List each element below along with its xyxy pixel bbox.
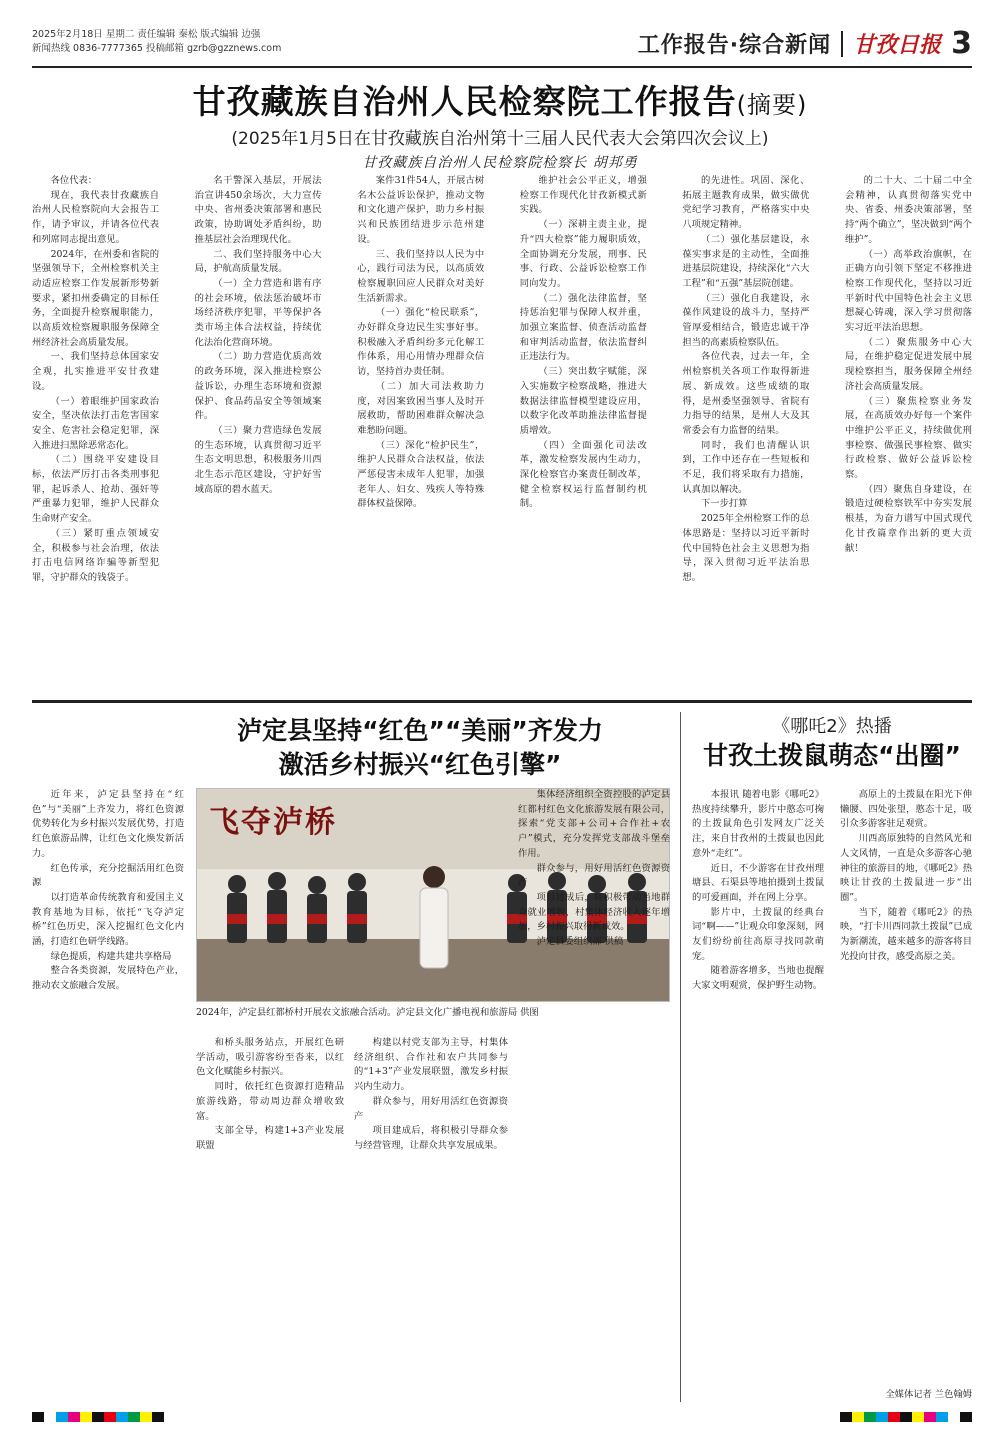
color-swatch: [92, 1412, 104, 1422]
report-paragraph: 二、我们坚持服务中心大局，护航高质量发展。: [194, 248, 322, 275]
color-swatch: [876, 1412, 888, 1422]
luding-article-title: [150, 714, 690, 782]
color-swatch: [140, 1412, 152, 1422]
color-swatch: [960, 1412, 972, 1422]
photo-caption: 2024年，泸定县红都桥村开展农文旅融合活动。泸定县文化广播电视和旅游局 供图: [196, 1007, 539, 1018]
report-title-text: 甘孜藏族自治州人民检察院工作报告: [192, 82, 737, 121]
article-paragraph: 近年来，泸定县坚持在“红色”与“美丽”上齐发力，将红色资源优势转化为乡村振兴发展优势，打造红色旅游品牌，让红色文化焕发新活力。: [32, 789, 184, 859]
report-title-suffix: (摘要): [736, 91, 808, 119]
report-body: [32, 174, 972, 694]
color-swatch: [44, 1412, 56, 1422]
report-paragraph: 维护社会公平正义，增强检察工作现代化甘孜新模式新实践。: [519, 175, 647, 216]
luding-column-2: [196, 1036, 344, 1400]
report-paragraph: （三）深化“检护民生”，维护人民群众合法权益，依法严惩侵害未成年人犯罪，加强老年人、妇女、残疾人等特殊群体权益保障。: [357, 439, 485, 510]
color-swatch: [900, 1412, 912, 1422]
nezha-kicker: 《哪吒2》热播: [772, 716, 892, 737]
article-paragraph: 高原上的土拨鼠在阳光下伸懒腰、四处张望，憨态十足，吸引众多游客驻足观赏。: [840, 789, 972, 830]
article-paragraph: 集体经济组织全资控股的泸定县红都村红色文化旅游发展有限公司，探索“党支部+公司+合作社+农户”模式，充分发挥党支部战斗堡垒作用。: [518, 789, 670, 859]
report-paragraph: （四）聚焦自身建设，在锻造过硬检察铁军中夯实发展根基，为奋力谱写中国式现代化甘孜篇章作出新的更大贡献！: [844, 483, 972, 554]
report-paragraph: 的先进性。巩固、深化、拓展主题教育成果，做实做优党纪学习教育，严格落实中央八项规定精神。: [682, 175, 810, 231]
report-column: [32, 174, 159, 694]
article-paragraph: 支部全导，构建1+3产业发展联盟: [196, 1125, 344, 1151]
section-title: 工作报告·综合新闻: [637, 33, 832, 58]
report-column: [195, 174, 322, 694]
article-paragraph: 整合各类资源，发展特色产业，推动农文旅融合发展。: [32, 965, 184, 992]
report-paragraph: 各位代表，过去一年，全州检察机关各项工作取得新进展、新成效。这些成绩的取得，是州委坚强领导、省院有力指导的结果，是州人大及其常委会有力监督的结果。: [682, 351, 810, 436]
report-paragraph: （一）高举政治旗帜，在正确方向引领下坚定不移推进检察工作现代化，坚持以习近平新时代中国特色社会主义思想凝心铸魂，深入学习贯彻落实习近平法治思想。: [844, 248, 972, 334]
luding-column-4: [518, 788, 670, 1400]
luding-column-3: [354, 1036, 508, 1400]
report-paragraph: （二）强化法律监督，坚持惩治犯罪与保障人权并重，加强立案监督、侦查活动监督和审判活动监督，依法监督纠正违法行为。: [519, 292, 647, 363]
report-column: [357, 174, 484, 694]
report-paragraph: （三）突出数字赋能，深入实施数字检察战略，推进大数据法律监督模型建设应用，以数字化改革助推法律监督提质增效。: [519, 366, 647, 436]
color-swatch: [948, 1412, 960, 1422]
report-paragraph: （一）全力营造和谐有序的社会环境，依法惩治破坏市场经济秩序犯罪，平等保护各类市场主体合法权益，持续优化法治化营商环境。: [194, 277, 322, 348]
report-paragraph: （二）围绕平安建设目标，依法严厉打击各类刑事犯罪，起诉杀人、抢劫、强奸等严重暴力犯罪，维护人民群众生命财产安全。: [32, 454, 159, 525]
masthead: [32, 24, 972, 68]
article-paragraph: 项目建成后，将积极引导群众参与经营管理，让群众共享发展成果。: [354, 1125, 508, 1151]
report-paragraph: （一）深耕主责主业，提升“四大检察”能力履职质效，全面协调充分发展，刑事、民事、行政、公益诉讼检察工作同向发力。: [519, 219, 647, 289]
report-paragraph: （一）着眼维护国家政治安全，坚决依法打击危害国家安全、危害社会稳定犯罪，深入推进扫黑除恶常态化。: [32, 395, 159, 451]
article-paragraph: 川西高原独特的自然风光和人文风情，一直是众多游客心驰神往的旅游目的地，《哪吒2》热映让甘孜的土拨鼠进一步“出圈”。: [840, 833, 972, 903]
article-paragraph: 群众参与，用好用活红色资源资产: [518, 862, 670, 889]
article-paragraph: 项目建成后，将积极带动当地群众就业增收，村集体经济收入逐年增加，乡村振兴取得新成效。: [518, 891, 670, 933]
color-bar-left: [32, 1412, 176, 1422]
report-paragraph: 2025年全州检察工作的总体思路是：坚持以习近平新时代中国特色社会主义思想为指导，深入贯彻习近平法治思想。: [682, 513, 810, 583]
report-paragraph: 的二十大、二十届二中全会精神，认真贯彻落实党中央、省委、州委决策部署，坚持“两个确立”，坚决做到“两个维护”。: [844, 175, 972, 245]
report-paragraph: 同时，我们也清醒认识到，工作中还存在一些短板和不足，我们将采取有力措施，认真加以解决。: [682, 439, 810, 495]
nezha-author: 全媒体记者 兰色翰姆: [885, 1389, 972, 1400]
color-swatch: [32, 1412, 44, 1422]
masthead-contact-line: 新闻热线 0836-7777365 投稿邮箱 gzrb@gzznews.com: [32, 43, 282, 54]
report-paragraph: 现在，我代表甘孜藏族自治州人民检察院向大会报告工作，请予审议，并请各位代表和列席同志提出意见。: [32, 189, 159, 245]
color-swatch: [116, 1412, 128, 1422]
newspaper-logo: 甘孜日报: [853, 32, 942, 58]
color-swatch: [924, 1412, 936, 1422]
luding-title-line2: 激活乡村振兴“红色引擎”: [278, 750, 562, 779]
report-column: [520, 174, 647, 694]
masthead-brand: [638, 26, 972, 61]
report-subtitle: (2025年1月5日在甘孜藏族自治州第十三届人民代表大会第四次会议上): [231, 129, 769, 149]
report-title: [0, 76, 1000, 123]
report-paragraph: （四）全面强化司法改革，激发检察发展内生动力，深化检察官办案责任制改革，健全检察权运行监督制约机制。: [519, 439, 647, 510]
article-paragraph: 同时，依托红色资源打造精品旅游线路，带动周边群众增收致富。: [196, 1081, 344, 1122]
luding-column-1: [32, 788, 184, 1400]
masthead-date-line: 2025年2月18日 星期二 责任编辑 秦松 版式编辑 边强: [32, 29, 261, 40]
article-paragraph: 构建以村党支部为主导，村集体经济组织、合作社和农户共同参与的“1+3”产业发展联盟，激发乡村振兴内生动力。: [354, 1037, 508, 1093]
masthead-rule: [32, 66, 972, 68]
article-paragraph: 泸定县委组织部 供稿: [536, 936, 624, 948]
color-swatch: [164, 1412, 176, 1422]
column-rule: [680, 712, 681, 1402]
article-paragraph: 随着游客增多，当地也提醒大家文明观赏，保护野生动物。: [692, 965, 824, 992]
nezha-article-title: 甘孜土拨鼠萌态“出圈”: [703, 741, 961, 770]
report-paragraph: （三）强化自我建设，永葆作风建设的战斗力，坚持严管厚爱相结合，锻造忠诚干净担当的高素质检察队伍。: [682, 292, 810, 348]
article-paragraph: 绿色提质，构建共建共享格局: [50, 950, 172, 962]
color-swatch: [68, 1412, 80, 1422]
report-paragraph: （二）助力营造优质高效的政务环境，深入推进检察公益诉讼，办理生态环境和资源保护、食品药品安全等领域案件。: [194, 351, 322, 422]
color-swatch: [912, 1412, 924, 1422]
article-paragraph: 近日，不少游客在甘孜州理塘县、石渠县等地拍摄到土拨鼠的可爱画面，并在网上分享。: [692, 862, 824, 903]
luding-title-line1: 泸定县坚持“红色”“美丽”齐发力: [237, 716, 603, 745]
article-paragraph: 和桥头服务站点，开展红色研学活动，吸引游客纷至沓来，以红色文化赋能乡村振兴。: [196, 1037, 344, 1078]
report-paragraph: 三、我们坚持以人民为中心，践行司法为民，以高质效检察履职回应人民群众对美好生活新需求。: [357, 248, 485, 304]
color-swatch: [128, 1412, 140, 1422]
report-paragraph: （二）加大司法救助力度，对因案致困当事人及时开展救助，帮助困难群众解决急难愁盼问题。: [357, 380, 485, 436]
report-paragraph: 2024年，在州委和省院的坚强领导下，全州检察机关主动适应检察工作发展新形势新要求，紧扣州委确定的目标任务，全面提升检察履职能力，以高质效检察履职服务保障全州经济社会高质量发展。: [32, 248, 159, 348]
report-paragraph: 名干警深入基层，开展法治宣讲450余场次，大力宣传中央、省州委决策部署和惠民政策，协助调处矛盾纠纷，助推基层社会治理现代化。: [194, 175, 322, 245]
article-paragraph: 当下，随着《哪吒2》的热映，“打卡川西同款土拨鼠”已成为新潮流，越来越多的游客将目光投向甘孜，感受高原之美。: [840, 906, 972, 962]
report-paragraph: （三）紧盯重点领域安全，积极参与社会治理，依法打击电信网络诈骗等新型犯罪，守护群众的钱袋子。: [32, 527, 159, 583]
report-author: 甘孜藏族自治州人民检察院检察长 胡邦勇: [362, 155, 638, 171]
masthead-info: [32, 28, 281, 56]
color-swatch: [852, 1412, 864, 1422]
article-paragraph: 群众参与，用好用活红色资源资产: [354, 1095, 508, 1122]
report-paragraph: （二）强化基层建设，永葆实事求是的主动性，全面推进基层院建设，持续深化“六大工程”和“五强”基层院创建。: [682, 233, 810, 289]
article-paragraph: 以打造革命传统教育和爱国主义教育基地为目标，依托“飞夺泸定桥”红色历史，深入挖掘红色文化内涵，打造红色研学线路。: [32, 891, 184, 948]
color-bar-right: [828, 1412, 972, 1422]
report-paragraph: （一）强化“检民联系”，办好群众身边民生实事好事。积极融入矛盾纠纷多元化解工作体系，用心用情办理群众信访，坚持首办责任制。: [357, 307, 485, 378]
photo-banner-text: 飞夺泸桥: [209, 805, 337, 840]
article-paragraph: 影片中，土拨鼠的经典台词“啊——”让观众印象深刻，网友们纷纷前往高原寻找同款萌宠。: [692, 906, 824, 962]
report-paragraph: （三）聚焦检察业务发展，在高质效办好每一个案件中维护公平正义，持续做优刑事检察、做强民事检察、做实行政检察、做好公益诉讼检察。: [844, 395, 972, 481]
color-swatch: [104, 1412, 116, 1422]
color-registration-bar: [32, 1412, 972, 1422]
report-paragraph: （三）聚力营造绿色发展的生态环境，认真贯彻习近平生态文明思想，积极服务川西北生态示范区建设，守护好雪域高原的碧水蓝天。: [194, 424, 322, 495]
report-column: [845, 174, 972, 694]
color-swatch: [888, 1412, 900, 1422]
page-number: 3: [951, 26, 972, 61]
color-swatch: [936, 1412, 948, 1422]
color-swatch: [828, 1412, 840, 1422]
section-divider: [32, 700, 972, 703]
article-paragraph: 本报讯 随着电影《哪吒2》热度持续攀升，影片中憨态可掬的土拨鼠角色引发网友广泛关注，来自甘孜州的土拨鼠也因此意外“走红”。: [692, 789, 824, 859]
color-swatch: [56, 1412, 68, 1422]
report-paragraph: （二）聚焦服务中心大局，在维护稳定促进发展中展现检察担当，服务保障全州经济社会高质量发展。: [844, 336, 972, 392]
report-paragraph: 下一步打算: [700, 498, 748, 510]
masthead-divider: [841, 31, 843, 57]
report-paragraph: 案件31件54人，开展古树名木公益诉讼保护，推动文物和文化遗产保护，助力乡村振兴和民族团结进步示范州建设。: [357, 175, 485, 245]
article-paragraph: 红色传承，充分挖掘活用红色资源: [32, 862, 184, 889]
color-swatch: [840, 1412, 852, 1422]
report-paragraph: 各位代表：: [50, 175, 98, 186]
nezha-column-1: [692, 788, 824, 1400]
report-paragraph: 一、我们坚持总体国家安全观，扎实推进平安甘孜建设。: [32, 351, 159, 392]
color-swatch: [152, 1412, 164, 1422]
report-column: [682, 174, 809, 694]
color-swatch: [864, 1412, 876, 1422]
nezha-column-2: [840, 788, 972, 1386]
color-swatch: [80, 1412, 92, 1422]
